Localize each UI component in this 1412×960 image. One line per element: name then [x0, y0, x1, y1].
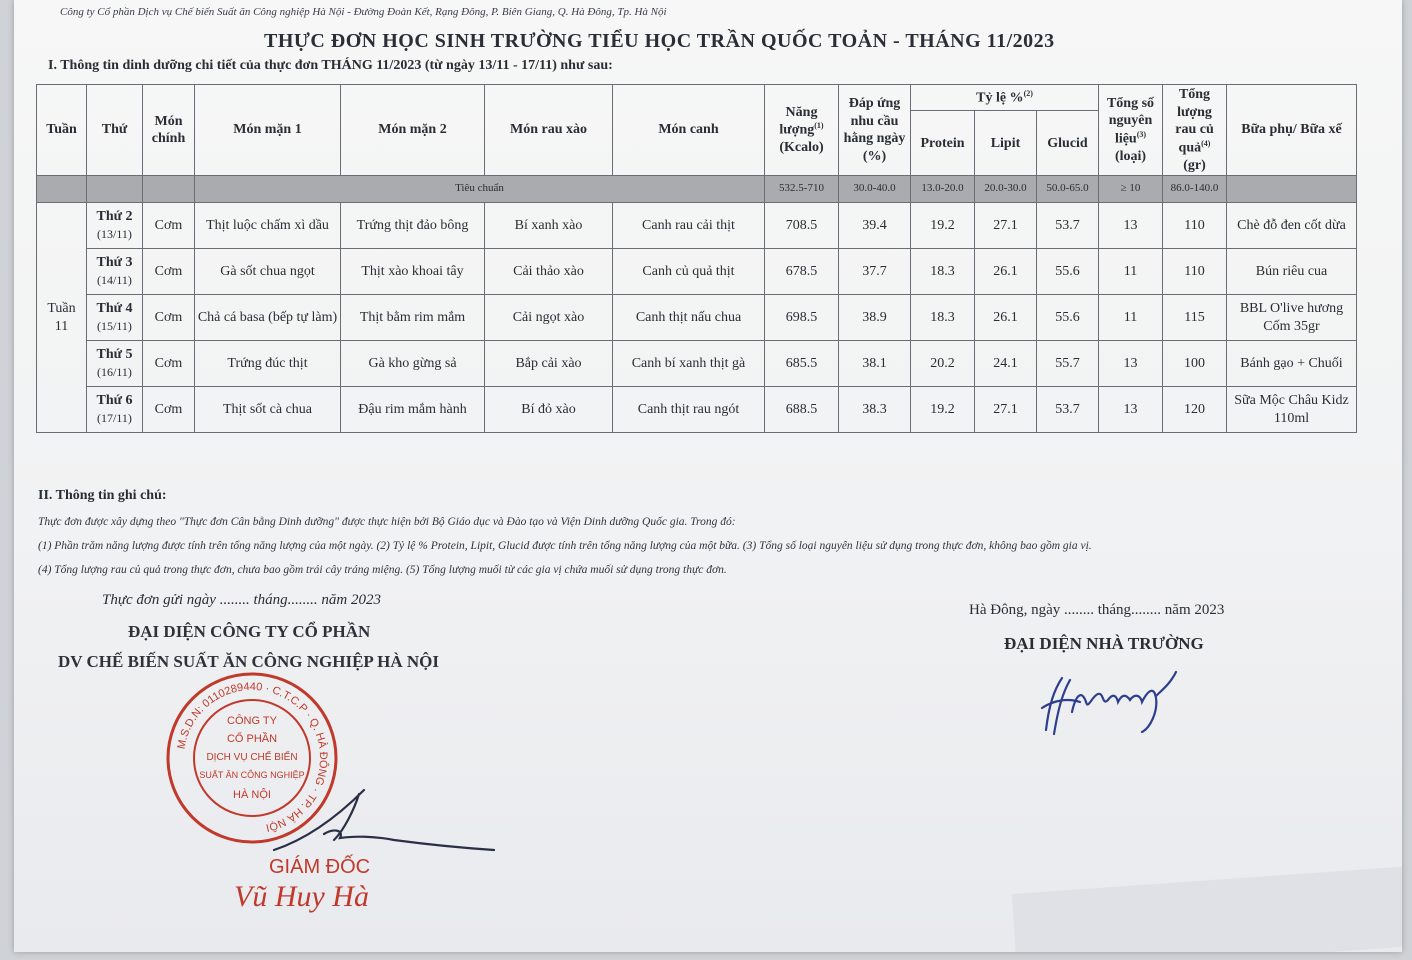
stamp-ring-text: M.S.D.N: 0110289440 · C.T.C.P · Q. HÀ ĐÔNG · TP. HÀ NỘI	[175, 680, 330, 834]
glucid-cell: 55.7	[1037, 341, 1099, 387]
protein-cell: 18.3	[911, 249, 975, 295]
day-cell: Thứ 6 (17/11)	[87, 387, 143, 433]
paper-fold	[1012, 866, 1402, 952]
header-ratio: Tỷ lệ %$^{(2)}$	[911, 85, 1099, 111]
veg-cell: Cải ngọt xào	[485, 295, 613, 341]
main-cell: Cơm	[143, 341, 195, 387]
notes-heading: II. Thông tin ghi chú:	[38, 488, 167, 503]
dish2-cell: Đậu rim mắm hành	[341, 387, 485, 433]
dish2-cell: Thịt xào khoai tây	[341, 249, 485, 295]
main-cell: Cơm	[143, 203, 195, 249]
energy-cell: 688.5	[765, 387, 839, 433]
lipit-cell: 24.1	[975, 341, 1037, 387]
main-cell: Cơm	[143, 387, 195, 433]
snack-cell: Bánh gạo + Chuối	[1227, 341, 1357, 387]
snack-cell: BBL O'live hương Cốm 35gr	[1227, 295, 1357, 341]
main-cell: Cơm	[143, 295, 195, 341]
soup-cell: Canh rau cải thịt	[613, 203, 765, 249]
header-dish2: Món mặn 2	[341, 85, 485, 176]
header-week: Tuần	[37, 85, 87, 176]
header-soup: Món canh	[613, 85, 765, 176]
company-representative-title: ĐẠI DIỆN CÔNG TY CỔ PHẦN	[128, 622, 371, 641]
glucid-cell: 55.6	[1037, 249, 1099, 295]
menu-table	[36, 84, 1357, 433]
document-page	[14, 0, 1402, 952]
veg-cell: Bí đỏ xào	[485, 387, 613, 433]
table-row	[37, 341, 1357, 387]
need-cell: 38.3	[839, 387, 911, 433]
day-cell: Thứ 2 (13/11)	[87, 203, 143, 249]
day-cell: Thứ 5 (16/11)	[87, 341, 143, 387]
standard-row	[37, 176, 1357, 203]
svg-text:DỊCH VỤ CHẾ BIẾN: DỊCH VỤ CHẾ BIẾN	[206, 752, 298, 763]
energy-cell: 685.5	[765, 341, 839, 387]
ingredients-cell: 11	[1099, 249, 1163, 295]
ingredients-cell: 13	[1099, 341, 1163, 387]
veg-total-cell: 110	[1163, 203, 1227, 249]
glucid-cell: 53.7	[1037, 387, 1099, 433]
veg-total-cell: 115	[1163, 295, 1227, 341]
section1-heading: I. Thông tin dinh dưỡng chi tiết của thực đơn THÁNG 11/2023 (từ ngày 13/11 - 17/11) như sau:	[48, 58, 613, 73]
snack-cell: Sữa Mộc Châu Kidz 110ml	[1227, 387, 1357, 433]
menu-table-header	[37, 85, 1357, 176]
standard-lipit: 20.0-30.0	[975, 176, 1037, 203]
table-row	[37, 249, 1357, 295]
soup-cell: Canh thịt rau ngót	[613, 387, 765, 433]
snack-cell: Bún riêu cua	[1227, 249, 1357, 295]
veg-total-cell: 100	[1163, 341, 1227, 387]
protein-cell: 19.2	[911, 203, 975, 249]
standard-energy: 532.5-710	[765, 176, 839, 203]
lipit-cell: 27.1	[975, 387, 1037, 433]
need-cell: 37.7	[839, 249, 911, 295]
school-representative-title: ĐẠI DIỆN NHÀ TRƯỜNG	[1004, 634, 1204, 653]
energy-cell: 708.5	[765, 203, 839, 249]
veg-cell: Cải thảo xào	[485, 249, 613, 295]
energy-cell: 698.5	[765, 295, 839, 341]
svg-text:CÔNG TY: CÔNG TY	[227, 715, 277, 727]
header-veg-total: Tổng lượng rau củ quả$^{(4)}$ (gr)	[1163, 85, 1227, 176]
day-cell: Thứ 4 (15/11)	[87, 295, 143, 341]
header-protein: Protein	[911, 111, 975, 176]
dish2-cell: Gà kho gừng sả	[341, 341, 485, 387]
ingredients-cell: 11	[1099, 295, 1163, 341]
standard-veg-total: 86.0-140.0	[1163, 176, 1227, 203]
dish1-cell: Thịt sốt cà chua	[195, 387, 341, 433]
protein-cell: 18.3	[911, 295, 975, 341]
dish1-cell: Chả cá basa (bếp tự làm)	[195, 295, 341, 341]
svg-text:SUẤT ĂN CÔNG NGHIỆP: SUẤT ĂN CÔNG NGHIỆP	[199, 770, 305, 780]
note-line-2: (1) Phần trăm năng lượng được tính trên tổng năng lượng của một ngày. (2) Tỷ lệ % Protein, Lipit, Glucid được tính trên tổng năng lượng của một bữa. (3) Tổng số loại nguyên liệu sử dụng trong thực đơn, không bao gồm gia vị.	[38, 540, 1092, 552]
table-row	[37, 203, 1357, 249]
glucid-cell: 55.6	[1037, 295, 1099, 341]
day-cell: Thứ 3 (14/11)	[87, 249, 143, 295]
standard-need: 30.0-40.0	[839, 176, 911, 203]
soup-cell: Canh thịt nấu chua	[613, 295, 765, 341]
dish1-cell: Thịt luộc chấm xì dầu	[195, 203, 341, 249]
header-lipit: Lipit	[975, 111, 1037, 176]
note-line-1: Thực đơn được xây dựng theo "Thực đơn Cân bằng Dinh dưỡng" được thực hiện bởi Bộ Giáo dục và Đào tạo và Viện Dinh dưỡng Quốc gia. Trong đó:	[38, 516, 736, 528]
header-glucid: Glucid	[1037, 111, 1099, 176]
svg-text:CỔ PHẦN: CỔ PHẦN	[226, 733, 278, 745]
protein-cell: 19.2	[911, 387, 975, 433]
lipit-cell: 26.1	[975, 295, 1037, 341]
glucid-cell: 53.7	[1037, 203, 1099, 249]
dish2-cell: Thịt bằm rim mắm	[341, 295, 485, 341]
document-title: THỰC ĐƠN HỌC SINH TRƯỜNG TIỂU HỌC TRẦN QUỐC TOẢN - THÁNG 11/2023	[264, 30, 1055, 52]
standard-label: Tiêu chuẩn	[195, 176, 765, 203]
table-row	[37, 387, 1357, 433]
header-ingredients: Tổng số nguyên liệu$^{(3)}$ (loại)	[1099, 85, 1163, 176]
director-name: Vũ Huy Hà	[234, 880, 369, 913]
header-need: Đáp ứng nhu cầu hằng ngày (%)	[839, 85, 911, 176]
need-cell: 38.1	[839, 341, 911, 387]
header-dish1: Món mặn 1	[195, 85, 341, 176]
need-cell: 38.9	[839, 295, 911, 341]
header-veg: Món rau xào	[485, 85, 613, 176]
dish1-cell: Gà sốt chua ngọt	[195, 249, 341, 295]
header-snack: Bữa phụ/ Bữa xế	[1227, 85, 1357, 176]
header-main-dish: Món chính	[143, 85, 195, 176]
director-title: GIÁM ĐỐC	[269, 856, 371, 878]
standard-ingredients: ≥ 10	[1099, 176, 1163, 203]
ingredients-cell: 13	[1099, 387, 1163, 433]
veg-total-cell: 120	[1163, 387, 1227, 433]
note-line-3: (4) Tổng lượng rau củ quả trong thực đơn, chưa bao gồm trái cây tráng miệng. (5) Tổng lượng muối từ các gia vị chứa muối sử dụng trong thực đơn.	[38, 564, 727, 576]
main-cell: Cơm	[143, 249, 195, 295]
lipit-cell: 26.1	[975, 249, 1037, 295]
company-address-line: Công ty Cổ phần Dịch vụ Chế biến Suất ăn Công nghiệp Hà Nội - Đường Đoàn Kết, Rạng Đông, P. Biên Giang, Q. Hà Đông, Tp. Hà Nội	[60, 6, 667, 18]
protein-cell: 20.2	[911, 341, 975, 387]
dish1-cell: Trứng đúc thịt	[195, 341, 341, 387]
week-cell: Tuần 11	[37, 203, 87, 433]
snack-cell: Chè đỗ đen cốt dừa	[1227, 203, 1357, 249]
soup-cell: Canh bí xanh thịt gà	[613, 341, 765, 387]
sent-date-line: Thực đơn gửi ngày ........ tháng........ năm 2023	[102, 592, 381, 608]
header-day: Thứ	[87, 85, 143, 176]
need-cell: 39.4	[839, 203, 911, 249]
company-representative-name: DV CHẾ BIẾN SUẤT ĂN CÔNG NGHIỆP HÀ NỘI	[58, 652, 439, 671]
dish2-cell: Trứng thịt đảo bông	[341, 203, 485, 249]
svg-text:HÀ NỘI: HÀ NỘI	[233, 789, 271, 801]
director-signature	[264, 770, 504, 860]
place-date-line: Hà Đông, ngày ........ tháng........ năm 2023	[969, 602, 1225, 618]
standard-protein: 13.0-20.0	[911, 176, 975, 203]
veg-cell: Bí xanh xào	[485, 203, 613, 249]
ingredients-cell: 13	[1099, 203, 1163, 249]
veg-cell: Bắp cải xào	[485, 341, 613, 387]
header-energy: Năng lượng$^{(1)}$ (Kcalo)	[765, 85, 839, 176]
table-row	[37, 295, 1357, 341]
school-signature	[1024, 650, 1184, 740]
lipit-cell: 27.1	[975, 203, 1037, 249]
energy-cell: 678.5	[765, 249, 839, 295]
veg-total-cell: 110	[1163, 249, 1227, 295]
standard-glucid: 50.0-65.0	[1037, 176, 1099, 203]
soup-cell: Canh củ quả thịt	[613, 249, 765, 295]
